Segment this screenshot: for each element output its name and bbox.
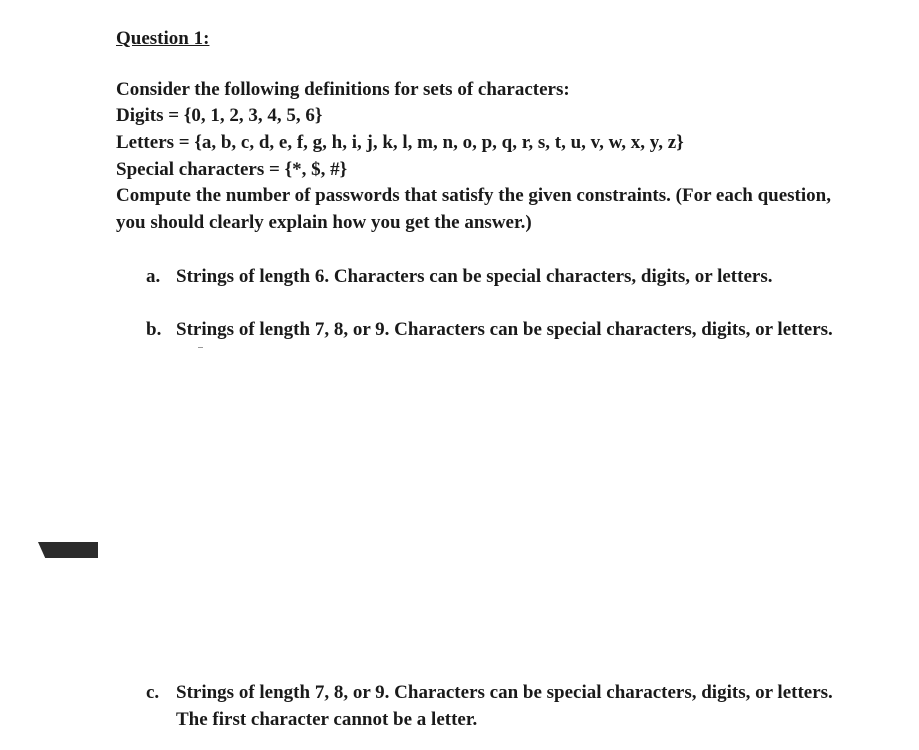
digits-definition: Digits = {0, 1, 2, 3, 4, 5, 6} <box>116 105 323 126</box>
part-c-text: Strings of length 7, 8, or 9. Characters can be special characters, digits, or letters. <box>176 682 833 703</box>
special-characters-definition: Special characters = {*, $, #} <box>116 159 348 180</box>
part-c-text-continued: The first character cannot be a letter. <box>176 709 478 730</box>
question-title: Question 1: <box>116 28 210 49</box>
letters-definition: Letters = {a, b, c, d, e, f, g, h, i, j, k, l, m, n, o, p, q, r, s, t, u, v, w, x, y, z} <box>116 132 684 153</box>
part-a-marker: a. <box>146 266 161 287</box>
part-b-text: Strings of length 7, 8, or 9. Characters can be special characters, digits, or letters. <box>176 319 833 340</box>
task-instruction-line-2: you should clearly explain how you get the answer.) <box>116 212 532 233</box>
stray-mark <box>198 347 203 348</box>
part-c-marker: c. <box>146 682 160 703</box>
part-c <box>146 679 833 706</box>
intro-text: Consider the following definitions for sets of characters: <box>116 79 570 100</box>
redaction-bar <box>38 542 98 558</box>
part-a-text: Strings of length 6. Characters can be special characters, digits, or letters. <box>176 266 773 287</box>
task-instruction-line-1: Compute the number of passwords that satisfy the given constraints. (For each question, <box>116 185 831 206</box>
part-b-marker: b. <box>146 319 162 340</box>
part-a <box>146 263 772 290</box>
part-b <box>146 316 833 343</box>
